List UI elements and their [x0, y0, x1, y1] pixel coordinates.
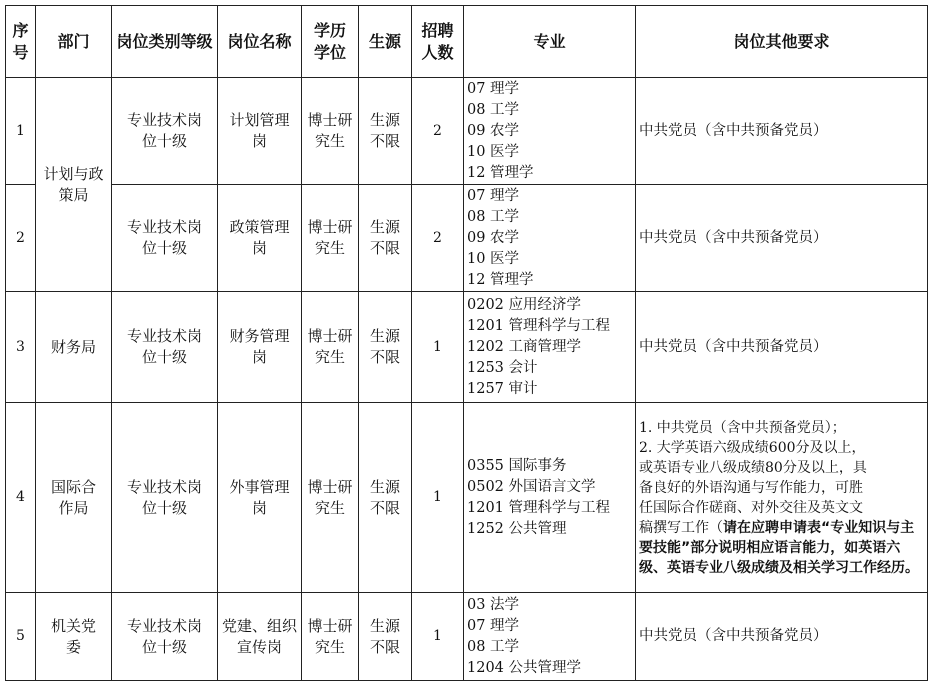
req-bold-note: 请在应聘申请表“专业知识与主要技能”部分说明相应语言能力，如英语六级、英语专业八级成绩及相关学习工作经历。 [639, 519, 919, 576]
recruitment-table [5, 5, 928, 681]
row-category: 专业技术岗位十级 [112, 403, 218, 593]
major-item: 1201 管理科学与工程 [467, 499, 611, 516]
major-item: 1253 会计 [467, 359, 538, 376]
row-dept: 国际合作局 [36, 403, 112, 593]
row-post-name: 政策管理岗 [218, 185, 302, 292]
row-education: 博士研究生 [302, 185, 359, 292]
header-count: 招聘人数 [412, 6, 464, 78]
major-item: 12 管理学 [467, 271, 534, 288]
row-seq: 5 [6, 593, 36, 681]
major-item: 08 工学 [467, 101, 520, 118]
major-item: 1202 工商管理学 [467, 338, 582, 355]
major-item: 1257 审计 [467, 380, 538, 397]
row-dept: 财务局 [36, 292, 112, 403]
row-count: 1 [412, 403, 464, 593]
major-item: 1201 管理科学与工程 [467, 317, 611, 334]
row-count: 1 [412, 292, 464, 403]
table-row [6, 185, 928, 292]
row-requirements: 中共党员（含中共预备党员） [636, 292, 928, 403]
row-seq: 3 [6, 292, 36, 403]
req-line: 任国际合作磋商、对外交往及英文文 [639, 499, 863, 516]
row-post-name: 党建、组织宣传岗 [218, 593, 302, 681]
req-line: 或英语专业八级成绩80分及以上，具 [639, 459, 867, 476]
header-source: 生源 [359, 6, 412, 78]
row-post-name: 财务管理岗 [218, 292, 302, 403]
row-seq: 1 [6, 78, 36, 185]
row-source: 生源不限 [359, 593, 412, 681]
row-post-name: 计划管理岗 [218, 78, 302, 185]
major-item: 10 医学 [467, 143, 520, 160]
row-category: 专业技术岗位十级 [112, 593, 218, 681]
row-post-name: 外事管理岗 [218, 403, 302, 593]
header-category: 岗位类别等级 [112, 6, 218, 78]
row-source: 生源不限 [359, 185, 412, 292]
major-item: 10 医学 [467, 250, 520, 267]
row-requirements [636, 403, 928, 593]
header-row [6, 6, 928, 78]
row-requirements: 中共党员（含中共预备党员） [636, 78, 928, 185]
row-majors [464, 593, 636, 681]
table-row [6, 292, 928, 403]
major-item: 03 法学 [467, 596, 520, 613]
table-row [6, 403, 928, 593]
major-item: 08 工学 [467, 208, 520, 225]
major-item: 08 工学 [467, 638, 520, 655]
row-count: 2 [412, 185, 464, 292]
row-count: 2 [412, 78, 464, 185]
major-item: 07 理学 [467, 187, 520, 204]
row-category: 专业技术岗位十级 [112, 185, 218, 292]
table-row [6, 78, 928, 185]
row-dept: 机关党委 [36, 593, 112, 681]
major-item: 07 理学 [467, 80, 520, 97]
header-other: 岗位其他要求 [636, 6, 928, 78]
row-requirements: 中共党员（含中共预备党员） [636, 593, 928, 681]
major-item: 1204 公共管理学 [467, 659, 582, 676]
row-majors [464, 78, 636, 185]
major-item: 12 管理学 [467, 164, 534, 181]
row-dept: 计划与政策局 [36, 78, 112, 292]
row-majors [464, 292, 636, 403]
req-line: 1. 中共党员（含中共预备党员）； [639, 419, 846, 436]
major-item: 09 农学 [467, 229, 520, 246]
row-education: 博士研究生 [302, 78, 359, 185]
row-category: 专业技术岗位十级 [112, 78, 218, 185]
row-majors [464, 185, 636, 292]
row-education: 博士研究生 [302, 403, 359, 593]
row-source: 生源不限 [359, 78, 412, 185]
row-category: 专业技术岗位十级 [112, 292, 218, 403]
table-row [6, 593, 928, 681]
header-seq: 序号 [6, 6, 36, 78]
row-source: 生源不限 [359, 403, 412, 593]
row-education: 博士研究生 [302, 292, 359, 403]
major-item: 0355 国际事务 [467, 457, 567, 474]
row-requirements: 中共党员（含中共预备党员） [636, 185, 928, 292]
row-majors [464, 403, 636, 593]
major-item: 07 理学 [467, 617, 520, 634]
header-dept: 部门 [36, 6, 112, 78]
row-source: 生源不限 [359, 292, 412, 403]
major-item: 0502 外国语言文学 [467, 478, 596, 495]
header-major: 专业 [464, 6, 636, 78]
header-edu: 学历学位 [302, 6, 359, 78]
header-name: 岗位名称 [218, 6, 302, 78]
row-seq: 4 [6, 403, 36, 593]
major-item: 09 农学 [467, 122, 520, 139]
req-line: 备良好的外语沟通与写作能力，可胜 [639, 479, 863, 496]
major-item: 0202 应用经济学 [467, 296, 582, 313]
row-education: 博士研究生 [302, 593, 359, 681]
row-count: 1 [412, 593, 464, 681]
req-tail [639, 520, 919, 576]
major-item: 1252 公共管理 [467, 520, 567, 537]
req-line: 2. 大学英语六级成绩600分及以上， [639, 439, 866, 456]
req-tail-plain: 稿撰写工作（ [639, 519, 723, 536]
row-seq: 2 [6, 185, 36, 292]
